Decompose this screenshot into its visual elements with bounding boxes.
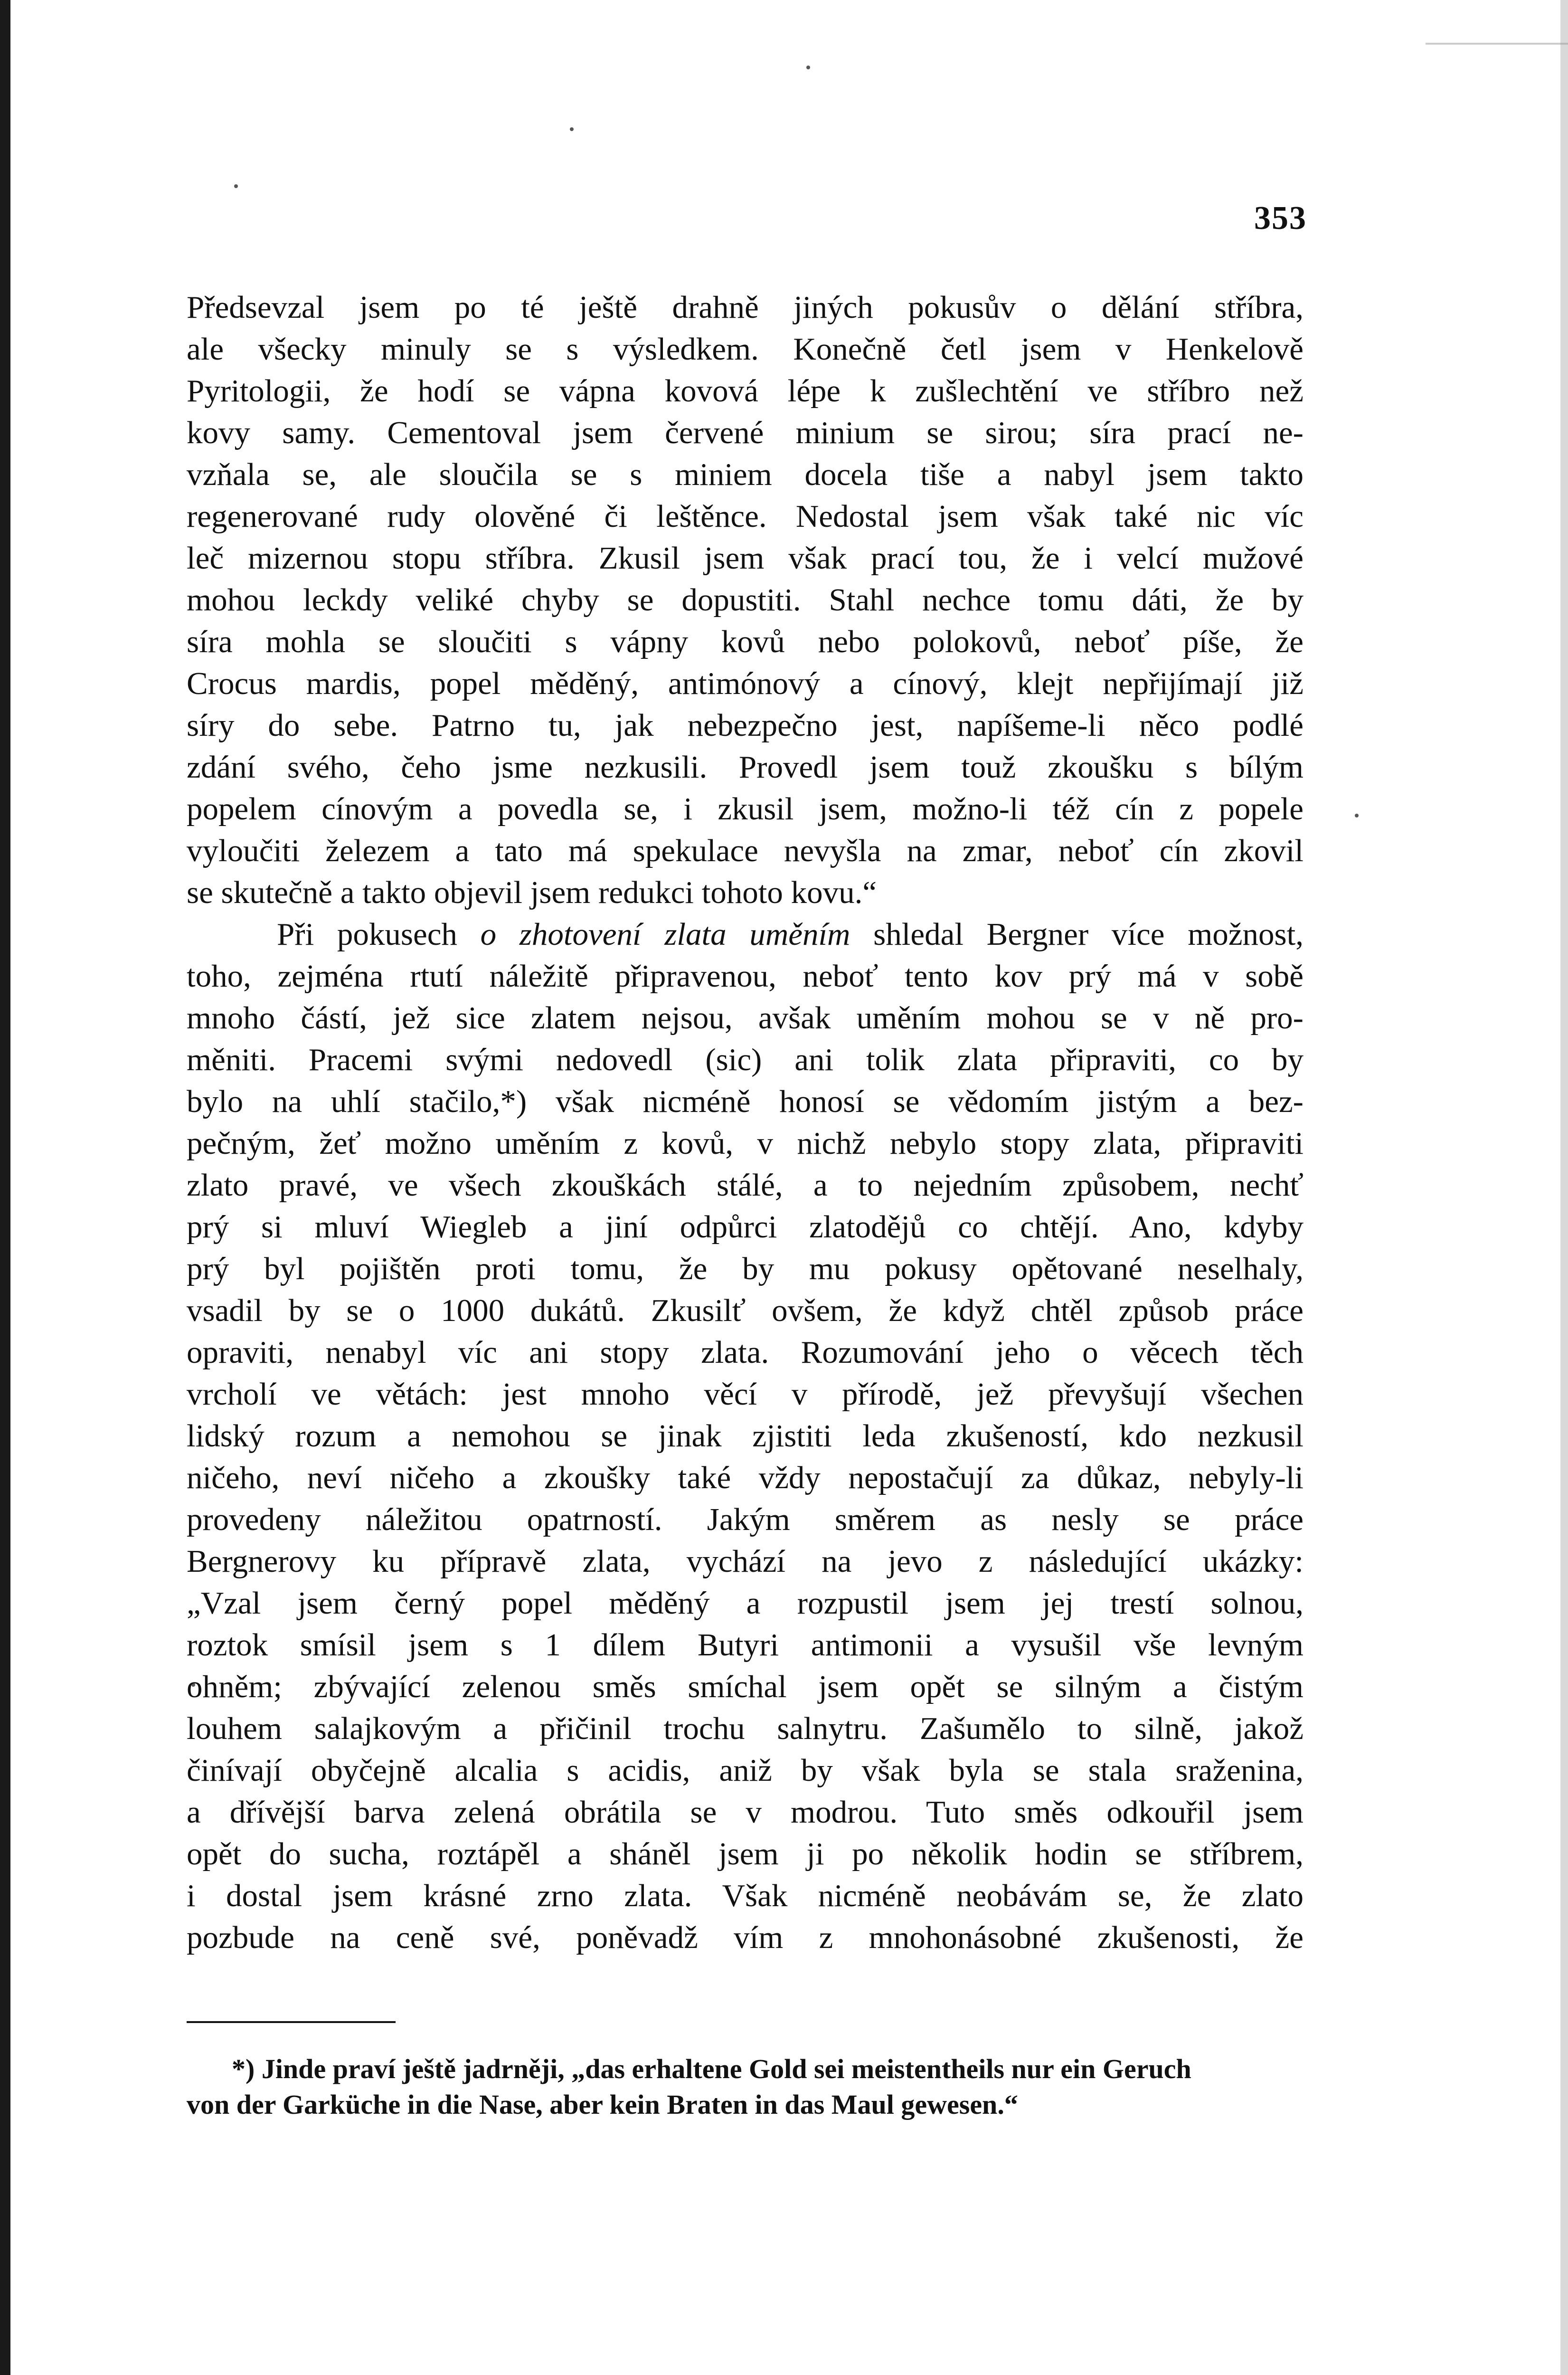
text-line: toho, zejména rtutí náležitě připravenou, neboť tento kov prý má v sobě (187, 959, 1304, 994)
text-line: vsadil by se o 1000 dukátů. Zkusilť ovšem, že když chtěl způsob práce (187, 1293, 1304, 1328)
footnote-line: *) Jinde praví ještě jadrněji, „das erhaltene Gold sei meistentheils nur ein Geruch (232, 2053, 1191, 2084)
text-line: ale všecky minuly se s výsledkem. Konečně četl jsem v Henkelově (187, 332, 1304, 367)
page-outer-edge (1560, 0, 1568, 2375)
text-line: mnoho částí, jež sice zlatem nejsou, avšak uměním mohou se v ně pro- (187, 1000, 1304, 1036)
text-line: louhem salajkovým a přičinil trochu salnytru. Zašumělo to silně, jakož (187, 1711, 1304, 1746)
text-line: pečným, žeť možno uměním z kovů, v nichž nebylo stopy zlata, připraviti (187, 1126, 1304, 1161)
footnote (187, 2051, 1304, 2122)
text-line: kovy samy. Cementoval jsem červené minium se sirou; síra prací ne- (187, 415, 1304, 450)
text-line: ohněm; zbývající zelenou směs smíchal jsem opět se silným a čistým (187, 1669, 1304, 1704)
text-line: „Vzal jsem černý popel měděný a rozpustil jsem jej trestí solnou, (187, 1586, 1304, 1621)
text-line: a dřívější barva zelená obrátila se v modrou. Tuto směs odkouřil jsem (187, 1795, 1304, 1830)
text-line: ničeho, neví ničeho a zkoušky také vždy nepostačují za důkaz, nebyly-li (187, 1460, 1304, 1495)
text-line: síry do sebe. Patrno tu, jak nebezpečno jest, napíšeme-li něco podlé (187, 708, 1304, 743)
italic-phrase: o zhotovení zlata uměním (480, 917, 850, 952)
page-number: 353 (1254, 200, 1307, 237)
text-line: i dostal jsem krásné zrno zlata. Však nicméně neobávám se, že zlato (187, 1878, 1304, 1913)
speck (1355, 814, 1359, 817)
text-line: bylo na uhlí stačilo,*) však nicméně honosí se vědomím jistým a bez- (187, 1084, 1304, 1119)
text-line: Crocus mardis, popel měděný, antimónový a cínový, klejt nepřijímají již (187, 666, 1304, 701)
paragraph-start-line (187, 913, 1304, 955)
text-line: provedeny náležitou opatrností. Jakým směrem as nesly se práce (187, 1502, 1304, 1537)
text-line: se skutečně a takto objevil jsem redukci tohoto kovu.“ (187, 875, 877, 910)
text-line: zlato pravé, ve všech zkouškách stálé, a to nejedním způsobem, nechť (187, 1168, 1304, 1203)
text-line: zdání svého, čeho jsme nezkusili. Provedl jsem touž zkoušku s bílým (187, 750, 1304, 785)
text-line: vyloučiti železem a tato má spekulace nevyšla na zmar, neboť cín zkovil (187, 833, 1304, 868)
text-line: pozbude na ceně své, poněvadž vím z mnohonásobné zkušenosti, že (187, 1920, 1304, 1955)
text-line: vrcholí ve větách: jest mnoho věcí v přírodě, jež převyšují všechen (187, 1377, 1304, 1412)
text-line: síra mohla se sloučiti s vápny kovů nebo polokovů, neboť píše, že (187, 624, 1304, 659)
text-line: měniti. Pracemi svými nedovedl (sic) ani tolik zlata připraviti, co by (187, 1042, 1304, 1077)
text-run: shledal Bergner více možnost, (850, 917, 1304, 952)
text-line: popelem cínovým a povedla se, i zkusil jsem, možno-li též cín z popele (187, 791, 1304, 826)
speck (806, 66, 810, 69)
text-line: prý si mluví Wiegleb a jiní odpůrci zlatodějů co chtějí. Ano, kdyby (187, 1209, 1304, 1244)
footnote-divider (187, 2021, 396, 2023)
text-line: Bergnerovy ku přípravě zlata, vychází na jevo z následující ukázky: (187, 1544, 1304, 1579)
speck (234, 184, 238, 188)
text-line: mohou leckdy veliké chyby se dopustiti. Stahl nechce tomu dáti, že by (187, 582, 1304, 618)
corner-scan-artifact (1426, 0, 1568, 45)
text-line: vzňala se, ale sloučila se s miniem docela tiše a nabyl jsem takto (187, 457, 1304, 492)
text-line: opět do sucha, roztápěl a sháněl jsem ji po několik hodin se stříbrem, (187, 1836, 1304, 1872)
text-line: roztok smísil jsem s 1 dílem Butyri antimonii a vysušil vše levným (187, 1627, 1304, 1662)
text-line: Předsevzal jsem po té ještě drahně jiných pokusův o dělání stříbra, (187, 290, 1304, 325)
footnote-line: von der Garküche in die Nase, aber kein Braten in das Maul gewesen.“ (187, 2089, 1018, 2120)
text-run: Při pokusech (277, 917, 481, 952)
text-line: opraviti, nenabyl víc ani stopy zlata. Rozumování jeho o věcech těch (187, 1335, 1304, 1370)
text-line: regenerované rudy olověné či leštěnce. Nedostal jsem však také nic víc (187, 499, 1304, 534)
text-line: Pyritologii, že hodí se vápna kovová lépe k zušlechtění ve stříbro než (187, 373, 1304, 408)
page-binding-edge (0, 0, 10, 2375)
body-text (187, 286, 1304, 1958)
text-line: leč mizernou stopu stříbra. Zkusil jsem však prací tou, že i velcí mužové (187, 541, 1304, 576)
text-line: činívají obyčejně alcalia s acidis, aniž by však byla se stala sraženina, (187, 1753, 1304, 1788)
text-line: prý byl pojištěn proti tomu, že by mu pokusy opětované neselhaly, (187, 1251, 1304, 1286)
text-line: lidský rozum a nemohou se jinak zjistiti leda zkušeností, kdo nezkusil (187, 1418, 1304, 1454)
speck (570, 127, 574, 131)
